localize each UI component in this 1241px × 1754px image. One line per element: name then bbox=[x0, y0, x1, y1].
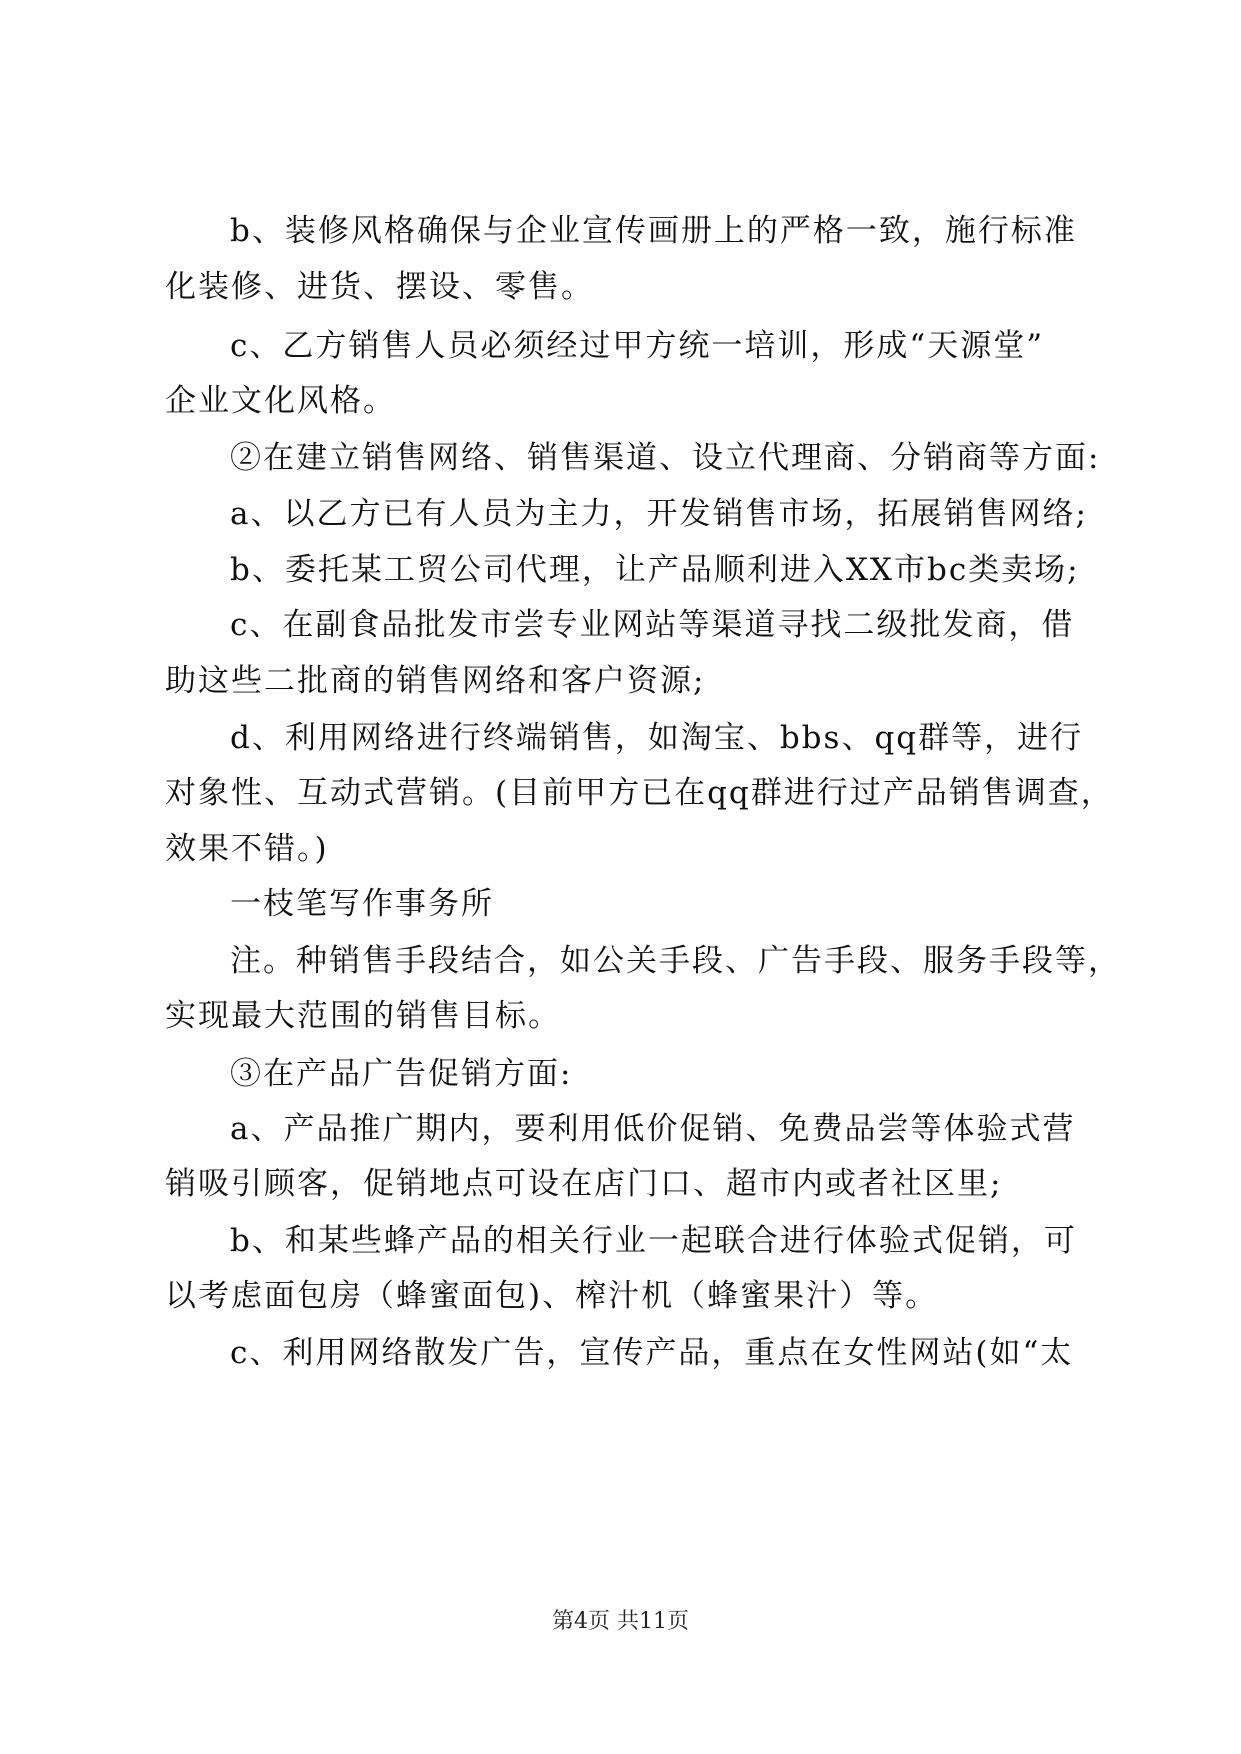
paragraph-line: 一枝笔写作事务所 bbox=[230, 886, 494, 922]
paragraph-line: b、装修风格确保与企业宣传画册上的严格一致，施行标准 bbox=[230, 213, 1077, 249]
paragraph-line: c、在副食品批发市尝专业网站等渠道寻找二级批发商，借 bbox=[230, 607, 1075, 643]
paragraph-line: c、利用网络散发广告，宣传产品，重点在女性网站(如“太 bbox=[230, 1335, 1074, 1371]
paragraph-line: 企业文化风格。 bbox=[165, 383, 396, 419]
page-number: 第4页 共11页 bbox=[552, 1609, 689, 1634]
section-heading: ③在产品广告促销方面: bbox=[230, 1056, 573, 1092]
paragraph-line: 对象性、互动式营销。(目前甲方已在qq群进行过产品销售调查， bbox=[165, 775, 1114, 811]
paragraph-line: b、委托某工贸公司代理，让产品顺利进入XX市bc类卖场; bbox=[230, 552, 1080, 588]
paragraph-line: 化装修、进货、摆设、零售。 bbox=[165, 269, 594, 305]
paragraph-line: 销吸引顾客，促销地点可设在店门口、超市内或者社区里; bbox=[165, 1166, 1003, 1202]
paragraph-line: 助这些二批商的销售网络和客户资源; bbox=[165, 663, 706, 699]
paragraph-line: 以考虑面包房（蜂蜜面包)、榨汁机（蜂蜜果汁）等。 bbox=[165, 1278, 939, 1314]
paragraph-line: c、乙方销售人员必须经过甲方统一培训，形成“天源堂” bbox=[230, 328, 1045, 364]
paragraph-line: 实现最大范围的销售目标。 bbox=[165, 998, 561, 1034]
paragraph-line: 效果不错。) bbox=[165, 831, 329, 867]
paragraph-line: d、利用网络进行终端销售，如淘宝、bbs、qq群等，进行 bbox=[230, 720, 1084, 756]
paragraph-line: a、以乙方已有人员为主力，开发销售市场，拓展销售网络; bbox=[230, 496, 1088, 532]
section-heading: ②在建立销售网络、销售渠道、设立代理商、分销商等方面: bbox=[230, 440, 1101, 476]
paragraph-line: a、产品推广期内，要利用低价促销、免费品尝等体验式营 bbox=[230, 1111, 1076, 1147]
paragraph-line: 注。种销售手段结合，如公关手段、广告手段、服务手段等， bbox=[230, 943, 1121, 979]
paragraph-line: b、和某些蜂产品的相关行业一起联合进行体验式促销，可 bbox=[230, 1223, 1077, 1259]
